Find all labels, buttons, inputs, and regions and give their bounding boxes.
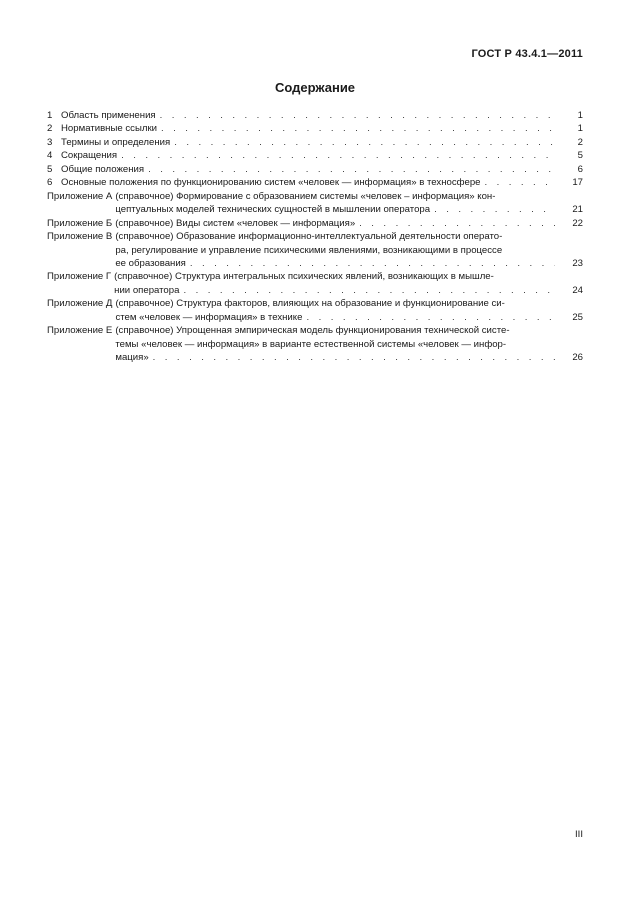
toc-entry-text: Основные положения по функционированию систем «человек — информация» в техносфере (61, 177, 481, 189)
toc-entry[interactable] (47, 136, 583, 149)
toc-entry-body (61, 109, 583, 122)
toc-entry-text: (справочное) Образование информационно-интеллектуальной деятельности операто- (115, 231, 503, 243)
toc-entry-page: 21 (572, 204, 583, 216)
toc-entry-text: ее образования (115, 257, 186, 269)
toc-entry-text: Общие положения (61, 163, 145, 175)
toc-entry[interactable] (47, 297, 583, 324)
toc-entry-page: 6 (577, 163, 583, 175)
toc-entry[interactable] (47, 324, 583, 364)
toc-entry-body (61, 149, 583, 162)
toc-appendix-label: Приложение Е (47, 325, 113, 337)
toc-entry-text: (справочное) Виды систем «человек — информация» (115, 217, 356, 229)
toc-entry-text: (справочное) Структура интегральных психических явлений, возникающих в мышле- (114, 271, 494, 283)
toc-title: Содержание (274, 80, 356, 95)
toc-leader-dots (156, 109, 555, 122)
toc-entry-number: 3 (47, 136, 53, 148)
toc-entry-body (115, 217, 583, 230)
toc-appendix-label: Приложение В (47, 231, 113, 243)
toc-appendix-label: Приложение Г (47, 271, 112, 283)
toc-entry-text: Термины и определения (61, 136, 171, 148)
toc-entry-text: (справочное) Формирование с образованием системы «человек – информация» кон- (115, 190, 496, 202)
toc-entry-page: 5 (577, 150, 583, 162)
toc-leader-dots (430, 203, 555, 216)
toc-entry-text: (справочное) Упрощенная эмпирическая модель функционирования технической систе- (115, 325, 510, 337)
toc-entry-number: 5 (47, 163, 53, 175)
toc-entry-body (61, 122, 583, 135)
toc-entry[interactable] (47, 230, 583, 270)
toc-entry-number: 6 (47, 177, 53, 189)
toc-entry-page: 22 (572, 217, 583, 229)
toc-appendix-label: Приложение Б (47, 217, 113, 229)
toc-entry-body (61, 176, 583, 189)
toc-entry-text: ра, регулирование и управление психическими явлениями, возникающими в процессе (115, 244, 503, 256)
toc-entry[interactable] (47, 163, 583, 176)
toc-entry-page: 24 (572, 284, 583, 296)
toc-leader-dots (302, 311, 555, 324)
toc-entry[interactable] (47, 270, 583, 297)
toc-entry-number: 1 (47, 110, 53, 121)
toc-entry[interactable] (47, 149, 583, 162)
document-code: ГОСТ Р 43.4.1—2011 (471, 48, 583, 60)
toc-leader-dots (157, 122, 555, 135)
toc-entry-text: Сокращения (61, 150, 118, 162)
toc-entry-body (115, 230, 583, 270)
toc-entry-page: 25 (572, 311, 583, 323)
toc-entry-page: 1 (577, 123, 583, 135)
toc-leader-dots (186, 257, 555, 270)
toc-entry[interactable] (47, 190, 583, 217)
toc-entry[interactable] (47, 176, 583, 189)
toc-entry-page: 2 (577, 136, 583, 148)
page-number: III (575, 829, 583, 840)
toc-entry-text: (справочное) Структура факторов, влияющих на образование и функционирование си- (115, 298, 505, 310)
toc-entry-page: 17 (572, 177, 583, 189)
toc-entry-page: 23 (572, 257, 583, 269)
toc-entry-page: 26 (572, 352, 583, 364)
toc-leader-dots (179, 284, 555, 297)
toc-entry-text: мация» (115, 352, 149, 364)
toc-entry-number: 2 (47, 123, 53, 135)
toc-entry-text: Область применения (61, 110, 156, 121)
toc-entry-page: 1 (577, 110, 583, 121)
toc-entry-body (115, 297, 583, 324)
toc-appendix-label: Приложение А (47, 190, 113, 202)
toc-leader-dots (149, 351, 555, 364)
toc-entry-text: Нормативные ссылки (61, 123, 158, 135)
toc-entry-text: темы «человек — информация» в варианте естественной системы «человек — инфор- (115, 338, 507, 350)
toc-entry-body (115, 324, 583, 364)
toc-leader-dots (170, 136, 555, 149)
toc-entry-body (61, 163, 583, 176)
toc-entry[interactable] (47, 217, 583, 230)
toc-leader-dots (144, 163, 555, 176)
table-of-contents (47, 109, 583, 365)
toc-entry-text: нии оператора (114, 284, 180, 296)
toc-entry-body (115, 190, 583, 217)
toc-entry-body (61, 136, 583, 149)
toc-entry-number: 4 (47, 150, 53, 162)
toc-entry-text: цептуальных моделей технических сущностей в мышлении оператора (115, 204, 431, 216)
toc-leader-dots (117, 149, 555, 162)
toc-entry[interactable] (47, 109, 583, 122)
toc-entry-body (114, 270, 583, 297)
toc-appendix-label: Приложение Д (47, 298, 113, 310)
toc-leader-dots (481, 176, 555, 189)
toc-entry-text: стем «человек — информация» в технике (115, 311, 303, 323)
toc-leader-dots (355, 217, 555, 230)
toc-entry[interactable] (47, 122, 583, 135)
